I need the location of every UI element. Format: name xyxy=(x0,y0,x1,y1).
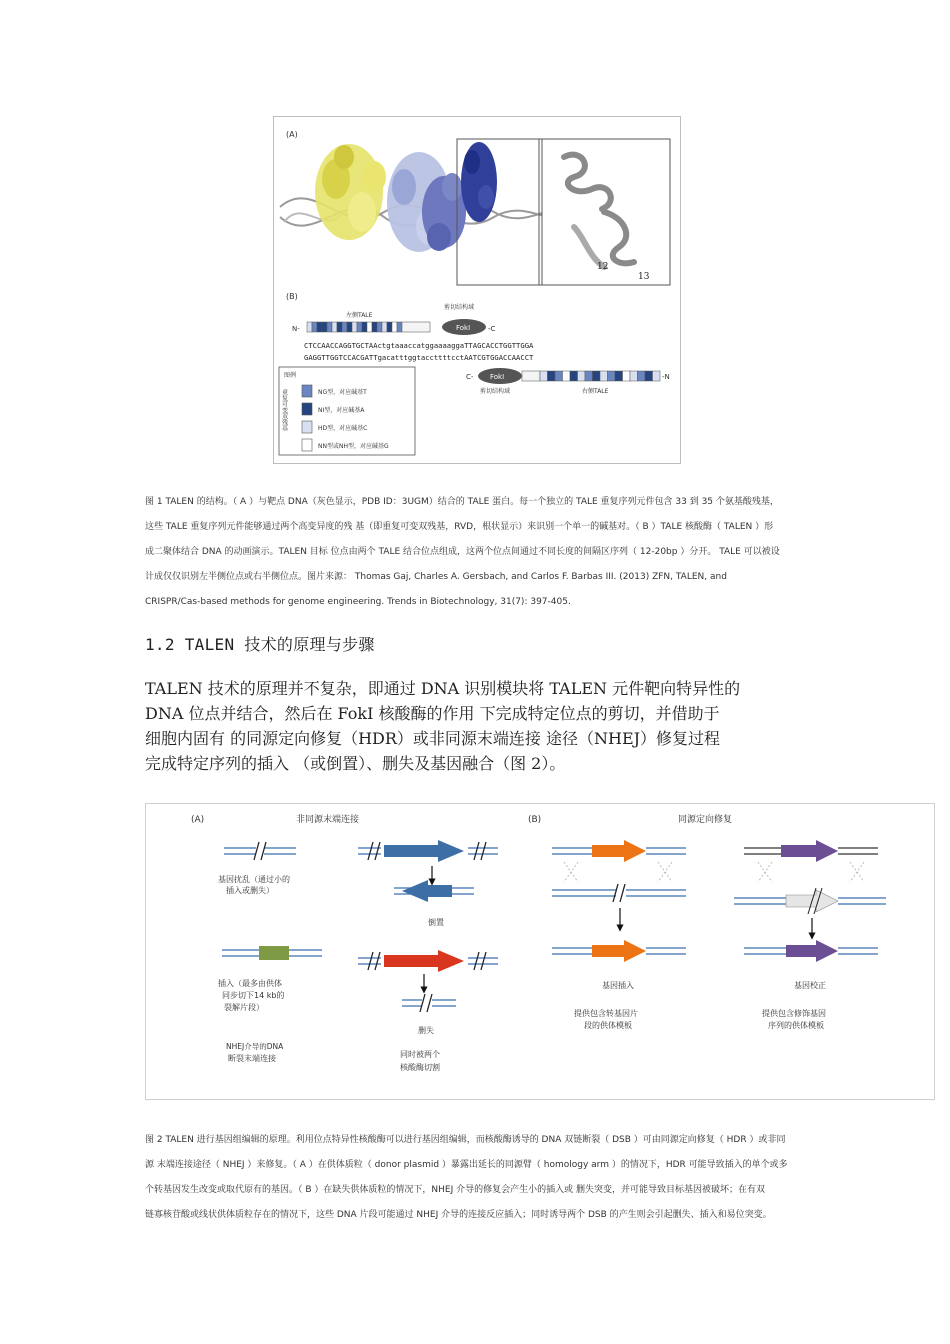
tale-repeat-unit xyxy=(630,371,638,381)
tale-repeat-unit xyxy=(372,322,377,332)
inset-residue-12: 12 xyxy=(597,262,609,272)
caption1-line: 这些 TALE 重复序列元件能够通过两个高变异度的残 基（即重复可变双残基，RVD，根状显示）来识别一个单一的碱基对。（ B ）TALE 核酸酶（ TALEN ）形 xyxy=(145,522,774,532)
tale-repeat-unit xyxy=(327,322,332,332)
inverted-gene-arrow xyxy=(402,880,452,902)
legend-title: 图例 xyxy=(284,372,297,379)
caption1-line: CRISPR/Cas-based methods for genome engineering. Trends in Biotechnology, 31(7): 397-405. xyxy=(145,597,571,607)
tale-repeat-unit xyxy=(623,371,631,381)
tale-repeat-unit xyxy=(332,322,337,332)
nhej-ligation-label-1: NHEJ介导的DNA xyxy=(226,1042,284,1051)
foki-label-top: FokI xyxy=(456,324,471,332)
figure-1-caption xyxy=(145,490,815,615)
tale-repeat-unit xyxy=(342,322,347,332)
caption2-line: 个转基因发生改变或取代原有的基因。（ B ）在缺失供体质粒的情况下，NHEJ 介导的修复会产生小的插入或 删失突变，并可能导致目标基因被破坏；在有双 xyxy=(145,1185,765,1195)
figure-1-talen-structure xyxy=(273,116,681,464)
legend-item-label: NN型或NH型，对应碱基G xyxy=(318,443,389,450)
gene-disruption-label-1: 基因扰乱（通过小的 xyxy=(218,875,290,884)
legend-item-label: HD型，对应碱基C xyxy=(318,425,368,432)
figure-2-caption xyxy=(145,1128,815,1228)
caption1-line: 成二聚体结合 DNA 的动画演示。TALEN 目标 位点由两个 TALE 结合位点组成，这两个位点间通过不同长度的间隔区序列（ 12-20bp ）分开。 TALE 可以被设 xyxy=(145,547,780,557)
purple-gene-arrow xyxy=(781,840,838,862)
body-line: 完成特定序列的插入 （或倒置）、删失及基因融合（图 2）。 xyxy=(145,754,566,773)
insertion-diagram xyxy=(222,946,322,960)
inversion-label: 倒置 xyxy=(428,918,444,927)
tale-repeat-unit xyxy=(322,322,327,332)
gene-disruption-label-2: 插入或删失） xyxy=(226,886,274,895)
tale-repeat-unit xyxy=(377,322,382,332)
caption2-line: 图 2 TALEN 进行基因组编辑的原理。利用位点特异性核酸酶可以进行基因组编辑，而核酸酶诱导的 DNA 双链断裂（ DSB ）可由同源定向修复（ HDR ）或非同 xyxy=(145,1135,786,1145)
foki-label-bottom: FokI xyxy=(490,373,505,381)
fig1-panel-b-label: (B) xyxy=(286,292,298,301)
section-title: 1.2 TALEN 技术的原理与步骤 xyxy=(145,635,375,654)
deletion-diagram xyxy=(358,950,498,1012)
tale-repeat-unit xyxy=(540,371,548,381)
tale-protein-yellow xyxy=(315,144,386,240)
tale-repeat-unit xyxy=(570,371,578,381)
body-line: DNA 位点并结合，然后在 FokI 核酸酶的作用 下完成特定位点的剪切，并借助于 xyxy=(145,704,720,723)
inversion-diagram xyxy=(358,840,498,902)
cleavage-domain-label-bottom: 剪切结构域 xyxy=(480,388,511,395)
legend-swatch xyxy=(302,403,312,415)
legend-swatch xyxy=(302,439,312,451)
legend-side-label: 重复可变双残基 xyxy=(280,389,288,431)
caption2-line: 链寡核苷酸或线状供体质粒存在的情况下，这些 DNA 片段可能通过 NHEJ 介导的连接反应插入；同时诱导两个 DSB 的产生则会引起删失、插入和易位突变。 xyxy=(145,1210,772,1220)
gene-disruption-diagram xyxy=(224,842,296,860)
tale-repeat-unit xyxy=(638,371,646,381)
figure-2-genome-editing xyxy=(145,803,935,1100)
cleavage-domain-label-top: 剪切结构域 xyxy=(444,304,475,311)
tale-repeat-unit xyxy=(563,371,571,381)
caption1-line: 计成仅仅识别左半侧位点或右半侧位点。图片来源： Thomas Gaj, Charles A. Gersbach, and Carlos F. Barbas III. (2013) ZFN, TALEN, and xyxy=(145,572,727,582)
fig2-panel-a-label: (A) xyxy=(191,815,205,825)
donor-correct-label-1: 提供包含修饰基因 xyxy=(762,1009,826,1018)
inset-residue-13: 13 xyxy=(638,272,650,282)
tale-repeat-unit xyxy=(312,322,317,332)
insertion-label-1: 插入（最多由供体 xyxy=(218,979,282,988)
nhej-ligation-label-2: 断裂末端连接 xyxy=(228,1054,276,1063)
gene-insertion-diagram xyxy=(552,840,686,962)
right-tale-repeat-array xyxy=(540,371,660,381)
deletion-label: 删失 xyxy=(418,1026,434,1035)
red-gene-arrow xyxy=(384,950,464,972)
n-terminus-right: -N xyxy=(662,373,670,381)
cut-by-two-label-2: 核酸酶切割 xyxy=(400,1063,440,1072)
left-tale-repeat-array xyxy=(307,322,402,332)
fig2-panel-b-title: 同源定向修复 xyxy=(678,815,733,825)
tale-repeat-unit xyxy=(653,371,661,381)
tale-repeat-unit xyxy=(382,322,387,332)
left-tale-label: 左侧TALE xyxy=(346,312,373,319)
tale-repeat-unit xyxy=(347,322,352,332)
c-terminus-top: -C xyxy=(488,325,496,333)
gene-correction-diagram xyxy=(734,840,886,962)
insertion-label-3: 裂解片段） xyxy=(224,1003,264,1012)
dna-sequence-bottom: GAGGTTGGTCCACGATTgacatttggtaccttttcctAATCGTGGACCAACCT xyxy=(304,353,534,362)
tale-protein-blue xyxy=(387,152,466,252)
figure-1-graphic xyxy=(274,117,680,463)
tale-repeat-unit xyxy=(397,322,402,332)
fig2-panel-b-label: (B) xyxy=(528,815,542,825)
caption2-line: 源 末端连接途径（ NHEJ ）来修复。（ A ）在供体质粒（ donor plasmid ）暴露出延长的同源臂（ homology arm ）的情况下，HDR 可能导致插入的单个或多 xyxy=(145,1160,788,1170)
donor-insert-label-1: 提供包含转基因片 xyxy=(574,1009,638,1018)
tale-repeat-unit xyxy=(307,322,312,332)
right-tale-label: 右侧TALE xyxy=(582,388,609,395)
tale-protein-darkblue xyxy=(461,142,497,222)
legend-swatch xyxy=(302,421,312,433)
tale-repeat-unit xyxy=(578,371,586,381)
insertion-label-2: 同步切下14 kb的 xyxy=(222,991,285,1000)
donor-correct-label-2: 序列的供体模板 xyxy=(768,1021,824,1030)
tale-repeat-unit xyxy=(600,371,608,381)
tale-repeat-unit xyxy=(608,371,616,381)
tale-repeat-unit xyxy=(392,322,397,332)
gene-insertion-label: 基因插入 xyxy=(602,981,634,990)
purple-corrected-arrow xyxy=(786,940,838,962)
body-paragraph xyxy=(145,676,825,776)
tale-repeat-unit xyxy=(367,322,372,332)
fig1-panel-a-label: (A) xyxy=(286,130,298,139)
body-line: TALEN 技术的原理并不复杂，即通过 DNA 识别模块将 TALEN 元件靶向特异性的 xyxy=(145,679,741,698)
blue-gene-arrow xyxy=(384,840,464,862)
donor-insert-label-2: 段的供体模板 xyxy=(584,1021,632,1030)
n-terminus-left: N- xyxy=(292,325,300,333)
c-terminus-bottom: C- xyxy=(466,373,474,381)
legend-item-label: NG型，对应碱基T xyxy=(318,389,367,396)
fig2-panel-a-title: 非同源末端连接 xyxy=(296,815,360,825)
tale-repeat-unit xyxy=(585,371,593,381)
tale-repeat-unit xyxy=(555,371,563,381)
legend-item-label: NI型，对应碱基A xyxy=(318,407,365,414)
orange-inserted-arrow xyxy=(592,940,646,962)
tale-repeat-unit xyxy=(593,371,601,381)
cut-by-two-label-1: 同时被两个 xyxy=(400,1050,440,1059)
body-line: 细胞内固有 的同源定向修复（HDR）或非同源末端连接 途径（NHEJ）修复过程 xyxy=(145,729,721,748)
tale-repeat-unit xyxy=(317,322,322,332)
tale-repeat-unit xyxy=(357,322,362,332)
tale-repeat-unit xyxy=(615,371,623,381)
orange-gene-arrow xyxy=(592,840,646,862)
green-insert-block xyxy=(259,946,289,960)
tale-repeat-unit xyxy=(387,322,392,332)
caption1-line: 图 1 TALEN 的结构。（ A ）与靶点 DNA（灰色显示，PDB ID：3UGM）结合的 TALE 蛋白。每一个独立的 TALE 重复序列元件包含 33 到 35 个氨基酸残基， xyxy=(145,497,779,507)
tale-repeat-unit xyxy=(352,322,357,332)
dna-sequence-top: CTCCAACCAGGTGCTAActgtaaaccatggaaaaggaTTAGCACCTGGTTGGA xyxy=(304,341,534,350)
tale-repeat-unit xyxy=(548,371,556,381)
tale-repeat-unit xyxy=(645,371,653,381)
figure-2-graphic xyxy=(146,804,934,1099)
legend-swatch xyxy=(302,385,312,397)
tale-repeat-unit xyxy=(337,322,342,332)
tale-repeat-unit xyxy=(362,322,367,332)
gene-correction-label: 基因校正 xyxy=(794,981,826,990)
